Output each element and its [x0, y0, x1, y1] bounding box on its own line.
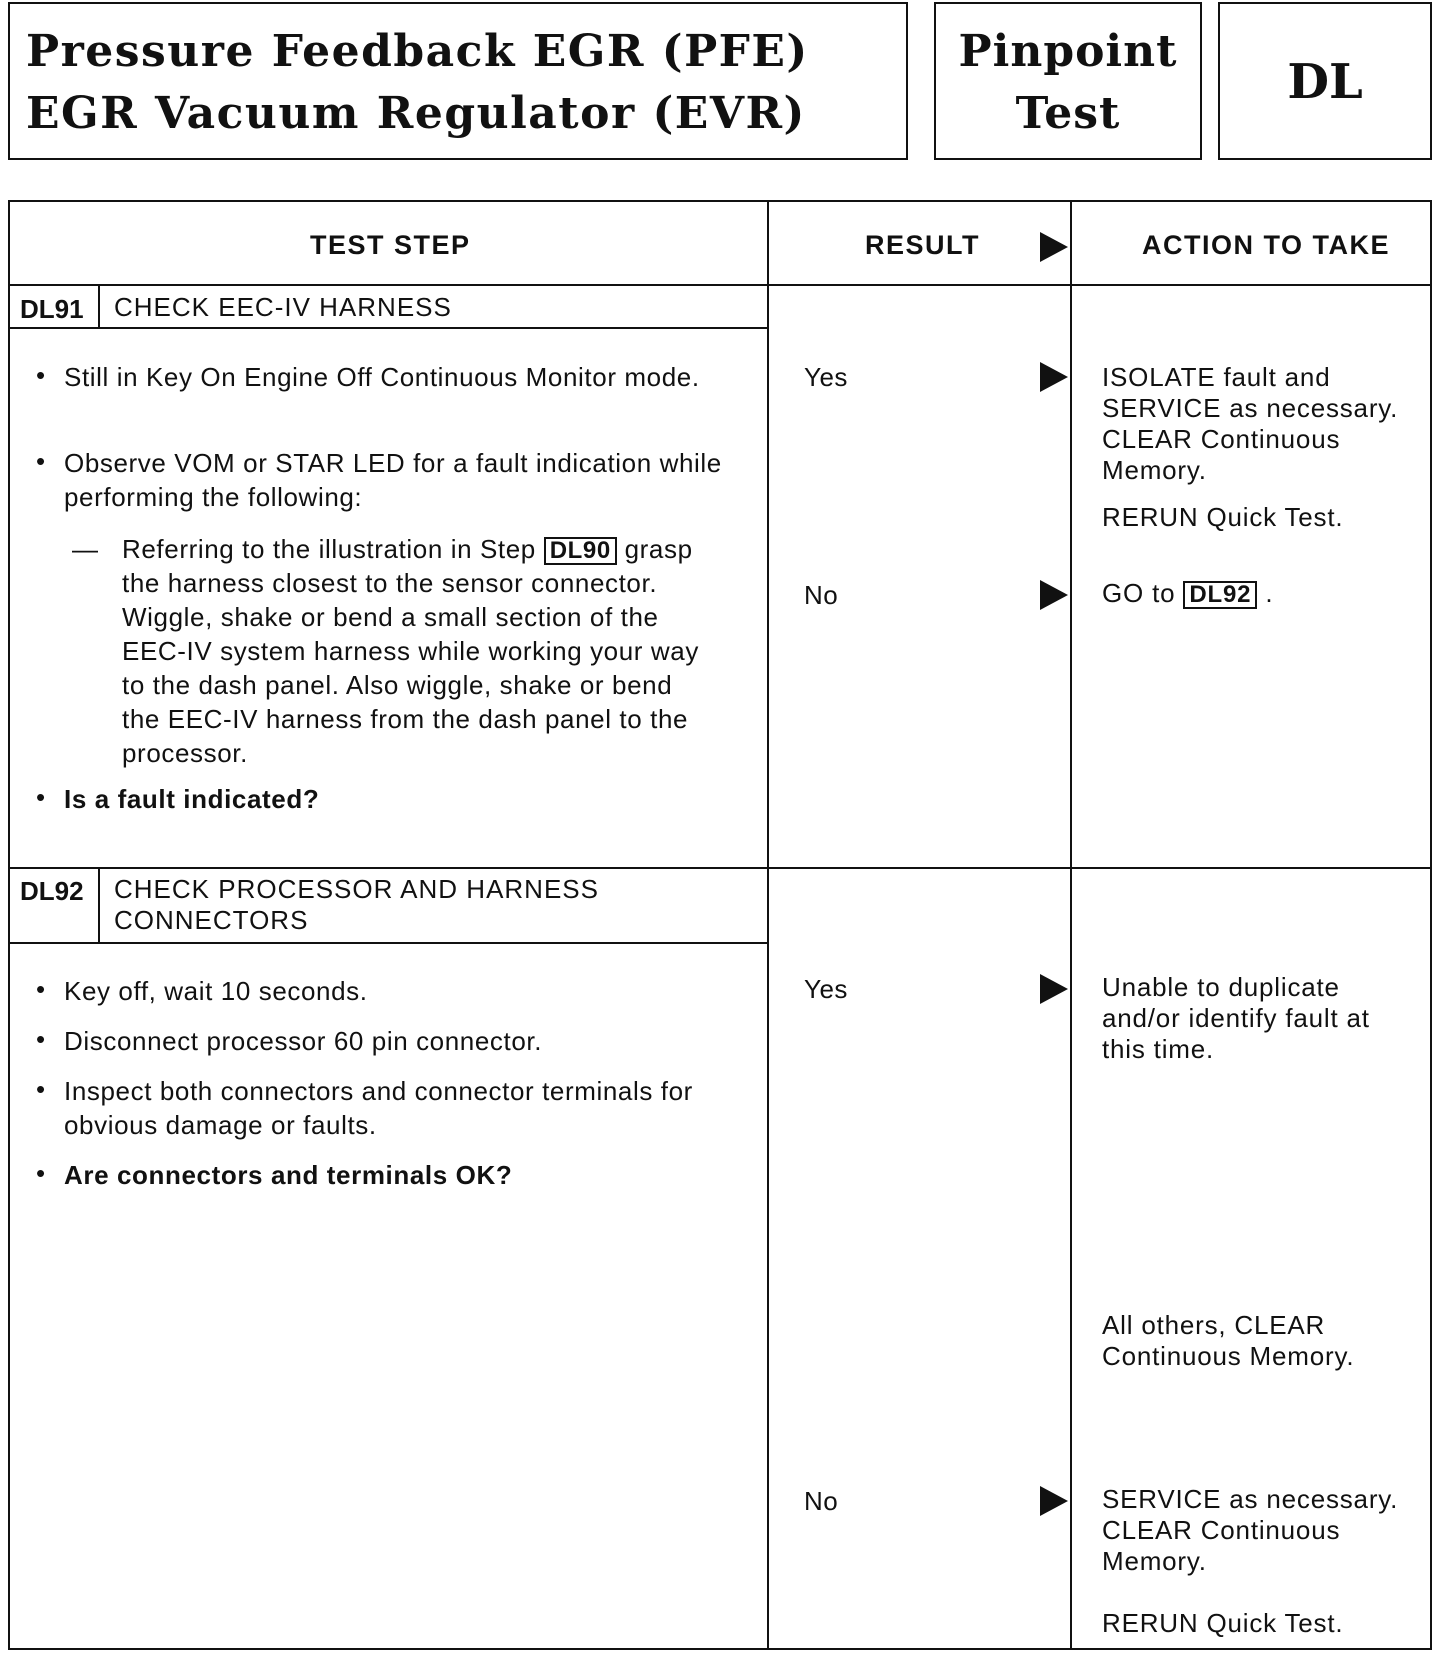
step-title-divider — [10, 942, 769, 944]
bullet-icon: • — [36, 1158, 46, 1188]
bullet-icon: • — [36, 1024, 46, 1054]
arrow-icon — [1040, 1486, 1068, 1516]
pinpoint-box — [934, 2, 1202, 160]
step-title: CHECK EEC-IV HARNESS — [114, 292, 452, 322]
step-id-divider — [98, 867, 100, 943]
action-text: All others, CLEAR Continuous Memory. — [1102, 1310, 1355, 1371]
action-text-post: . — [1265, 578, 1274, 608]
bullet-icon: • — [36, 782, 46, 812]
step-question: Is a fault indicated? — [64, 784, 320, 814]
step-text: Key off, wait 10 seconds. — [64, 976, 368, 1006]
action-text-pre: GO to — [1102, 578, 1176, 608]
step-text: Disconnect processor 60 pin connector. — [64, 1026, 543, 1056]
result-yes: Yes — [804, 362, 848, 392]
column-divider — [767, 202, 769, 1648]
step-id: DL92 — [20, 876, 84, 906]
bullet-icon: • — [36, 360, 46, 390]
test-label: Test — [1015, 88, 1121, 139]
test-code-box — [1218, 2, 1432, 160]
step-id-divider — [98, 284, 100, 328]
arrow-icon — [1040, 974, 1068, 1004]
result-no: No — [804, 1486, 839, 1516]
step-text: Inspect both connectors and connector terminals for obvious damage or faults. — [64, 1076, 693, 1140]
title-line-1: Pressure Feedback EGR (PFE) — [26, 26, 809, 77]
row-divider — [10, 867, 1430, 869]
step-id: DL91 — [20, 294, 84, 324]
arrow-icon — [1040, 232, 1068, 262]
action-text: RERUN Quick Test. — [1102, 502, 1344, 532]
header-action: ACTION TO TAKE — [1142, 230, 1390, 260]
bullet-icon: • — [36, 446, 46, 476]
arrow-icon — [1040, 362, 1068, 392]
bullet-icon: • — [36, 1074, 46, 1104]
step-subtext — [122, 532, 718, 770]
action-text: RERUN Quick Test. — [1102, 1608, 1344, 1638]
step-reference: DL90 — [544, 537, 617, 565]
step-text: Observe VOM or STAR LED for a fault indication while performing the following: — [64, 448, 722, 512]
action-text: Unable to duplicate and/or identify fault at this time. — [1102, 972, 1370, 1064]
action-text: SERVICE as necessary. CLEAR Continuous Memory. — [1102, 1484, 1399, 1576]
step-subtext-pre: Referring to the illustration in Step — [122, 534, 536, 564]
bullet-icon: • — [36, 974, 46, 1004]
step-title: CHECK PROCESSOR AND HARNESS CONNECTORS — [114, 874, 599, 935]
dash-icon: — — [72, 534, 99, 564]
header-divider — [10, 284, 1430, 286]
step-text: Still in Key On Engine Off Continuous Monitor mode. — [64, 362, 700, 392]
pinpoint-label: Pinpoint — [958, 26, 1178, 77]
header-test-step: TEST STEP — [310, 230, 471, 260]
column-divider — [1070, 202, 1072, 1648]
title-box — [8, 2, 908, 160]
header-result: RESULT — [865, 230, 980, 260]
action-text: ISOLATE fault and SERVICE as necessary. CLEAR Continuous Memory. — [1102, 362, 1399, 485]
test-code: DL — [1287, 54, 1363, 110]
step-subtext-post: grasp the harness closest to the sensor connector. Wiggle, shake or bend a small section of the EEC-IV system harness while working your way to the dash panel. Also wiggle, shake or bend the EEC-IV harness from the dash panel to the processor. — [122, 534, 699, 768]
result-yes: Yes — [804, 974, 848, 1004]
arrow-icon — [1040, 580, 1068, 610]
result-no: No — [804, 580, 839, 610]
title-line-2: EGR Vacuum Regulator (EVR) — [26, 88, 806, 139]
step-question: Are connectors and terminals OK? — [64, 1160, 513, 1190]
action-text — [1102, 578, 1418, 609]
pinpoint-table — [8, 200, 1432, 1650]
step-title-divider — [10, 327, 769, 329]
step-reference: DL92 — [1183, 581, 1257, 609]
